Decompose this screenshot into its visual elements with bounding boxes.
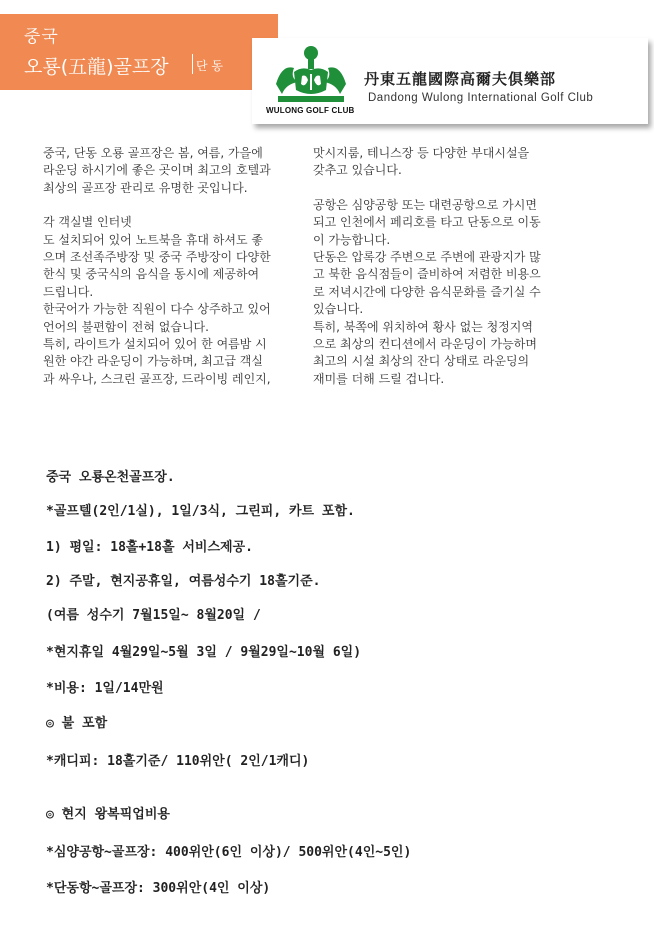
intro-line: 으며 조선족주방장 및 중국 주방장이 다양한 [43,250,271,265]
intro-line: 각 객실별 인터넷 [43,215,132,230]
intro-line: 언어의 불편함이 전혀 없습니다. [43,319,209,334]
intro-line: 드립니다. [43,284,94,299]
logo-english-title: Dandong Wulong International Golf Club [368,92,594,104]
intro-line: 갖추고 있습니다. [313,163,402,178]
intro-line: 고 북한 음식점들이 즐비하여 저렴한 비용으 [313,267,541,282]
intro-line: 원한 야간 라운딩이 가능하며, 최고급 객실 [43,354,263,369]
intro-line: 한식 및 중국식의 음식을 동시에 제공하여 [43,267,260,282]
intro-line: 중국, 단동 오룡 골프장은 봄, 여름, 가을에 [43,146,263,160]
intro-line: 이 가능합니다. [313,232,391,247]
pickup-heading: ◎ 현지 왕복픽업비용 [46,807,170,822]
logo-chinese-title: 丹東五龍國際高爾夫俱樂部 [364,70,557,88]
price-info: *비용: 1일/14만원 [46,681,164,696]
intro-column-left [43,145,299,388]
dandong-pickup-fee: *단동항~골프장: 300위안(4인 이상) [46,881,271,896]
intro-line: 과 싸우나, 스크린 골프장, 드라이빙 레인지, [43,371,271,386]
intro-spacer [43,197,299,214]
not-included-heading: ◎ 불 포함 [46,716,108,731]
intro-line: 맛시지룸, 테니스장 등 다양한 부대시설을 [313,146,530,160]
header-divider [192,54,193,74]
intro-line: 특히, 북쪽에 위치하여 황사 없는 청정지역 [313,319,533,334]
intro-column-right [313,145,567,388]
package-title: 중국 오룡온천골프장. [46,470,175,485]
package-includes: *골프텔(2인/1실), 1일/3식, 그린피, 카트 포함. [46,504,355,519]
intro-line: 한국어가 가능한 직원이 다수 상주하고 있어 [43,302,271,317]
logo-club-label: WULONG GOLF CLUB [266,106,355,115]
header-golf-course-name: 오룡(五龍)골프장 [24,56,169,78]
shenyang-pickup-fee: *심양공항~골프장: 400위안(6인 이상)/ 500위안(4인~5인) [46,845,412,860]
intro-line: 있습니다. [313,302,364,317]
intro-line: 특히, 라이트가 설치되어 있어 한 여름밤 시 [43,337,267,352]
intro-line: 으로 최상의 컨디션에서 라운딩이 가능하며 [313,337,537,352]
header-country: 중국 [24,27,59,47]
header-city: 단 동 [196,59,223,73]
intro-line: 최고의 시설 최상의 잔디 상태로 라운딩의 [313,354,530,369]
peak-season-dates: (여름 성수기 7월15일~ 8월20일 / [46,608,261,623]
club-logo-card [252,38,648,124]
caddie-fee: *캐디피: 18홀기준/ 110위안( 2인/1캐디) [46,754,310,769]
weekend-info: 2) 주말, 현지공휴일, 여름성수기 18홀기준. [46,574,321,589]
intro-line: 공항은 심양공항 또는 대련공항으로 가시면 [313,197,537,212]
intro-line: 재미를 더해 드릴 겁니다. [313,371,445,386]
intro-line: 단동은 압록강 주변으로 주변에 관광지가 많 [313,250,541,265]
intro-line: 최상의 골프장 관리로 유명한 곳입니다. [43,180,248,195]
intro-line: 되고 인천에서 페리호를 타고 단동으로 이동 [313,215,541,230]
intro-line: 라운딩 하시기에 좋은 곳이며 최고의 호텔과 [43,163,271,178]
intro-line: 로 저녁시간에 다양한 음식문화를 즐기실 수 [313,284,541,299]
golf-club-emblem-icon [272,44,350,104]
local-holiday-dates: *현지휴일 4월29일~5월 3일 / 9월29일~10월 6일) [46,645,362,660]
weekday-info: 1) 평일: 18홀+18홀 서비스제공. [46,540,253,555]
intro-spacer [313,180,567,197]
intro-line: 도 설치되어 있어 노트북을 휴대 하셔도 좋 [43,232,263,247]
